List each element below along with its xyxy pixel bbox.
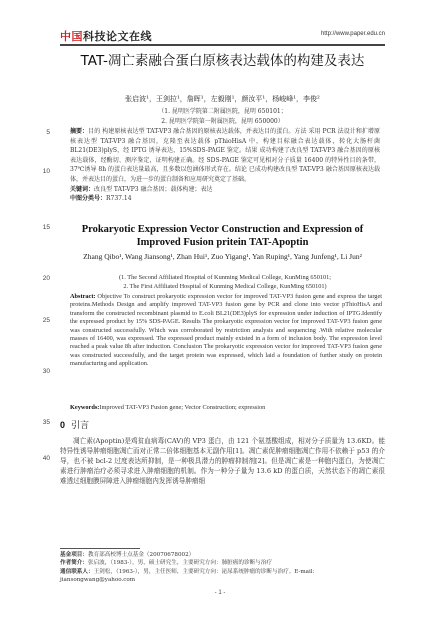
abstract-cn-paragraph — [70, 127, 380, 185]
logo-prefix: 中国 — [60, 30, 83, 43]
footnote-corr-text: 王剑松，（1963-），男，主任医师，主要研究方向：泌尿系统肿瘤的诊断与治疗。E-mail: jiansongwang@yahoo.com — [60, 568, 315, 584]
line-number: 5 — [46, 129, 50, 136]
site-logo[interactable] — [60, 28, 152, 44]
footnote-author-text: 张启波，（1983-），男，硕士研究生，主要研究方向：肺脏癌的诊断与治疗 — [87, 560, 272, 567]
footnote-fund — [60, 551, 385, 559]
affiliations-cn — [60, 107, 385, 127]
keywords-en — [70, 404, 382, 412]
keywords-cn-text: 改良型 TAT-VP3 融合基因；载体构建；表达 — [94, 185, 213, 193]
footnote-author — [60, 559, 385, 567]
affiliations-en — [70, 274, 380, 291]
clc-cn — [70, 194, 380, 204]
line-number: 20 — [42, 275, 50, 282]
section-heading — [60, 418, 89, 431]
abstract-cn — [70, 127, 380, 204]
line-number: 35 — [42, 419, 50, 426]
paper-title-en: Prokaryotic Expression Vector Construction and Expression of Improved Fusion pritein TAT-Apoptin — [81, 224, 364, 248]
footnote-corresponding — [60, 568, 385, 585]
author-list-en: Zhang Qibo¹, Wang Jiansong¹, Zhan Hui¹, Zuo Yigang¹, Yan Ruping¹, Yang Junfeng¹, Li Jun² — [83, 252, 362, 261]
abstract-en — [70, 293, 382, 369]
affiliation-en-2: 2. The First Affiliated Hospital of Kunming Medical College, KunMing 650101) — [123, 282, 327, 290]
author-list-cn: 张启波¹，王剑拉¹，詹晖¹，左毅刚¹，颜汝平¹，杨峻峰¹，李俊² — [125, 95, 320, 103]
keywords-en-label: Keywords: — [70, 404, 100, 411]
line-number: 40 — [42, 455, 50, 462]
logo-main: 科技论文在线 — [83, 30, 152, 43]
clc-cn-text: R737.14 — [106, 195, 132, 203]
affiliation-cn-1: （1. 昆明医学院第二附属医院，昆明 650101； — [158, 108, 287, 115]
paper-title-cn: TAT-凋亡素融合蛋白原核表达载体的构建及表达 — [80, 53, 365, 69]
keywords-cn — [70, 185, 380, 195]
abstract-en-label: Abstract: — [70, 293, 96, 300]
keywords-en-text: Improved TAT-VP3 Fusion gene; Vector Construction; expression — [99, 404, 266, 411]
line-number: 15 — [42, 224, 50, 231]
keywords-cn-label: 关键词： — [70, 185, 95, 193]
footnote-fund-label: 基金项目： — [60, 552, 88, 558]
line-number: 30 — [42, 368, 50, 375]
abstract-cn-text: 目的 构建原核表达型 TAT-VP3 融合基因的原核表达载体，并表达目的蛋白。方法 采用 PCR 法设计和扩增原核表达型 TAT-VP3 融合基因，克隆至表达载体 pThioHisA 中，构建目标融合表达载体，转化大肠杆菌 BL21(DE3)plyS，经 IPTG 诱导表达，15%SDS-PAGE 鉴定。结果 成功构建了改良型 TAT-VP3 融合基因的原核表达载体，经酶切、测序鉴定，证明构建正确。经 SDS-PAGE 鉴定可见相对分子质量 16400 的特异性目的条带，37℃诱导 8h 的蛋白表达量最高，且多数以包涵体形式存在。结论 已成功构建改良型 TAT-VP3 融合基因原核表达载体，并表达目的蛋白，为进一步的蛋白制备和应用研究奠定了基础。 — [70, 128, 380, 183]
footnotes — [60, 551, 385, 585]
page-header — [60, 28, 385, 44]
section-number: 0 — [60, 420, 66, 430]
line-number: 10 — [42, 168, 50, 175]
footnote-author-label: 作者简介： — [60, 560, 88, 567]
header-divider — [60, 44, 385, 46]
affiliation-en-1: (1. The Second Affiliated Hospital of Kunming Medical College, KunMing 650101; — [118, 274, 332, 281]
clc-cn-label: 中图分类号： — [70, 195, 107, 203]
affiliation-cn-2: 2. 昆明医学院第一附属医院，昆明 650000） — [161, 118, 284, 125]
header-url[interactable]: http://www.paper.edu.cn — [320, 31, 385, 37]
footnote-corr-label: 通信联系人： — [60, 568, 94, 575]
footnote-divider — [60, 548, 140, 549]
section-title: 引言 — [71, 421, 90, 431]
abstract-cn-label: 摘要： — [70, 128, 89, 135]
intro-paragraph: 凋亡素(Apoptin)是鸡贫血病毒(CAV)的 VP3 蛋白，由 121 个氨基酸组成，相对分子质量为 13.6KD。能特异性诱导肿瘤细胞凋亡而对正常二倍体细胞基本无副作用[1]。凋亡素促肿瘤细胞凋亡作用不依赖于 p53 的介导，也不被 bcl-2 过度表达所抑制，是一种极具潜力的肿瘤抑制剂[2]。但是凋亡素是一种胞内蛋白，为使凋亡素进行肿瘤治疗必须寻求进入肿瘤细胞的机制。作为一种分子量为 13.6 kD 的蛋白质，天然状态下的凋亡素很难透过细胞膜屏障进入肿瘤细胞内发挥诱导肿瘤细 — [60, 437, 385, 485]
line-number: 25 — [42, 317, 50, 324]
abstract-en-text: Objective To construct prokaryotic expression vector for improved TAT-VP3 fusion gene and express the target proteins.Methods Design and amplify improved TAT-VP3 fusion gene by PCR and clone into vector pThioHisA and transform the constructed recombinant plasmid to E.coli BL21(DE3)plyS for expression under induction of IPTG.Identify the expressed product by 15% SDS-PAGE. Results The prokaryotic expression vector for improved TAT-VP3 fusion gene was constructed successfully. Which was corroborated by restriction analysis and sequencing .With relative molecular masses of 16400, was expressed. The expressed product mainly existed in a form of inclusion body. The expression level reached a peak value 8h after induction. Conclusion The prokaryotic expression vector for improved TAT-VP3 fusion gene was constructed successfully, and the target protein was expressed, which laid a foundation of further study on protein manufacturing and application. — [70, 293, 382, 368]
footnote-fund-text: 教育部高校博士点基金（20070678002） — [87, 552, 195, 558]
page-number: - 1 - — [214, 590, 226, 596]
